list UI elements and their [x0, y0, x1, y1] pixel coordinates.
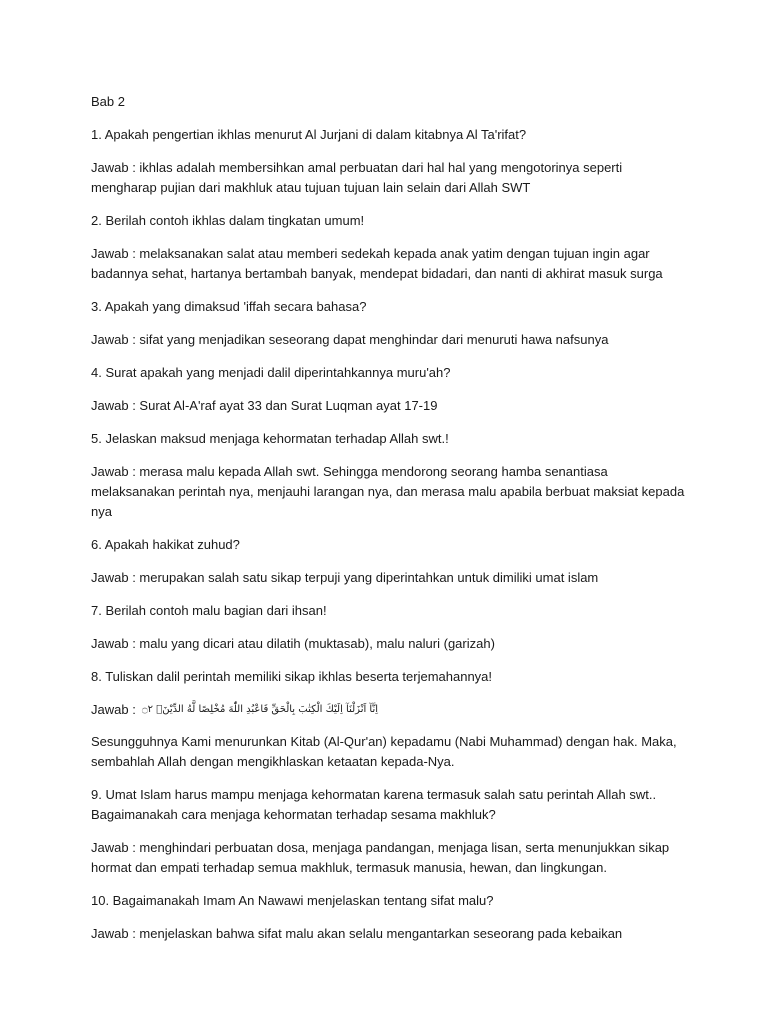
question-5: 5. Jelaskan maksud menjaga kehormatan terhadap Allah swt.! [91, 431, 449, 446]
qa-item-7 [91, 601, 691, 654]
question-2: 2. Berilah contoh ikhlas dalam tingkatan umum! [91, 213, 365, 228]
qa-item-3 [91, 297, 691, 350]
answer-8-label: Jawab : [91, 702, 136, 717]
answer-2: Jawab : melaksanakan salat atau memberi sedekah kepada anak yatim dengan tujuan ingin agar badannya sehat, hartanya bertambah banyak, mendepat bidadari, dan nanti di akhirat masuk surga [91, 246, 663, 281]
question-9: 9. Umat Islam harus mampu menjaga kehormatan karena termasuk salah satu perintah Allah swt.. Bagaimanakah cara menjaga kehormatan terhadap sesama makhluk? [91, 787, 657, 822]
answer-10: Jawab : menjelaskan bahwa sifat malu akan selalu mengantarkan seseorang pada kebaikan [91, 926, 623, 941]
answer-8 [91, 700, 691, 720]
qa-item-2 [91, 211, 691, 284]
qa-item-6 [91, 535, 691, 588]
document-title: Bab 2 [91, 94, 125, 109]
question-8: 8. Tuliskan dalil perintah memiliki sikap ikhlas beserta terjemahannya! [91, 669, 493, 684]
document-page [91, 92, 691, 957]
answer-5: Jawab : merasa malu kepada Allah swt. Sehingga mendorong seorang hamba senantiasa melaksanakan perintah nya, menjauhi larangan nya, dan merasa malu apabila berbuat maksiat kepada nya [91, 464, 685, 519]
answer-1: Jawab : ikhlas adalah membersihkan amal perbuatan dari hal hal yang mengotorinya seperti mengharap pujian dari makhluk atau tujuan tujuan lain selain dari Allah SWT [91, 160, 623, 195]
question-6: 6. Apakah hakikat zuhud? [91, 537, 240, 552]
answer-9: Jawab : menghindari perbuatan dosa, menjaga pandangan, menjaga lisan, serta menunjukkan sikap hormat dan empati terhadap semua makhluk, termasuk manusia, hewan, dan lingkungan. [91, 840, 670, 875]
qa-item-10 [91, 891, 691, 944]
qa-item-9 [91, 785, 691, 878]
qa-item-5 [91, 429, 691, 522]
answer-3: Jawab : sifat yang menjadikan seseorang dapat menghindar dari menuruti hawa nafsunya [91, 332, 609, 347]
answer-8-arabic-verse: اِنَّآ اَنْزَلْنَآ اِلَيْكَ الْكِتٰبَ بِالْحَقِّ فَاعْبُدِ اللّٰهَ مُخْلِصًا لَّهُ الدِّيْنَۗ ۝٢ [141, 704, 379, 715]
answer-4: Jawab : Surat Al-A'raf ayat 33 dan Surat Luqman ayat 17-19 [91, 398, 438, 413]
question-1: 1. Apakah pengertian ikhlas menurut Al Jurjani di dalam kitabnya Al Ta'rifat? [91, 127, 527, 142]
question-4: 4. Surat apakah yang menjadi dalil diperintahkannya muru'ah? [91, 365, 451, 380]
answer-6: Jawab : merupakan salah satu sikap terpuji yang diperintahkan untuk dimiliki umat islam [91, 570, 599, 585]
qa-item-1 [91, 125, 691, 198]
question-3: 3. Apakah yang dimaksud 'iffah secara bahasa? [91, 299, 367, 314]
answer-7: Jawab : malu yang dicari atau dilatih (muktasab), malu naluri (garizah) [91, 636, 495, 651]
qa-item-4 [91, 363, 691, 416]
answer-8-translation: Sesungguhnya Kami menurunkan Kitab (Al-Qur'an) kepadamu (Nabi Muhammad) dengan hak. Maka, sembahlah Allah dengan mengikhlaskan ketaatan kepada-Nya. [91, 734, 677, 769]
question-7: 7. Berilah contoh malu bagian dari ihsan! [91, 603, 327, 618]
question-10: 10. Bagaimanakah Imam An Nawawi menjelaskan tentang sifat malu? [91, 893, 494, 908]
qa-item-8 [91, 667, 691, 772]
